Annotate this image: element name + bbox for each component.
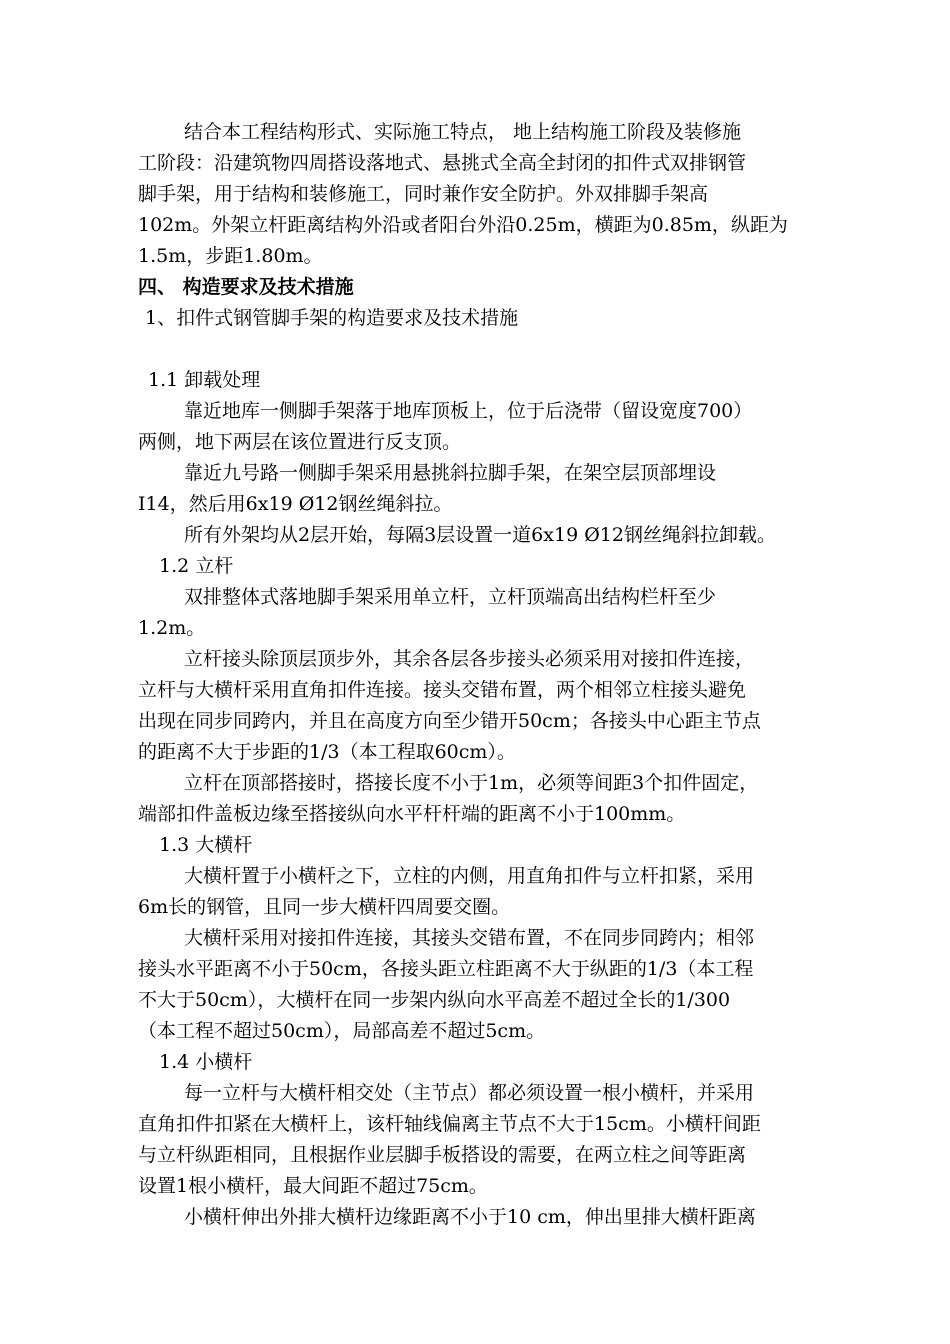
para-line: 1.5m，步距1.80m。 bbox=[138, 245, 323, 267]
para-line: 设置1根小横杆，最大间距不超过75cm。 bbox=[138, 1175, 488, 1197]
para-line: 两侧，地下两层在该位置进行反支顶。 bbox=[138, 431, 462, 453]
para-line: 直角扣件扣紧在大横杆上，该杆轴线偏离主节点不大于15cm。小横杆间距 bbox=[138, 1113, 761, 1135]
para-line: 立杆接头除顶层顶步外，其余各层各步接头必须采用对接扣件连接， bbox=[184, 648, 755, 670]
subsection-heading: 1.4 小横杆 bbox=[159, 1051, 253, 1073]
para-line: I14，然后用6x19 Ø12钢丝绳斜拉。 bbox=[138, 493, 453, 515]
subsection-heading: 1、扣件式钢管脚手架的构造要求及技术措施 bbox=[145, 307, 519, 329]
para-line: 每一立杆与大横杆相交处（主节点）都必须设置一根小横杆，并采用 bbox=[184, 1082, 755, 1104]
para-line: 立杆在顶部搭接时，搭接长度不小于1m，必须等间距3个扣件固定， bbox=[184, 772, 759, 794]
para-line: 靠近九号路一侧脚手架采用悬挑斜拉脚手架，在架空层顶部埋设 bbox=[184, 462, 717, 484]
para-line: 大横杆置于小横杆之下，立柱的内侧，用直角扣件与立杆扣紧，采用 bbox=[184, 865, 755, 887]
subsection-heading: 1.2 立杆 bbox=[159, 555, 234, 577]
section-heading: 四、 构造要求及技术措施 bbox=[138, 276, 354, 298]
para-line: 不大于50cm），大横杆在同一步架内纵向水平高差不超过全长的1/300 bbox=[138, 989, 731, 1011]
para-line: 6m长的钢管，且同一步大横杆四周要交圈。 bbox=[138, 896, 511, 918]
para-line: 出现在同步同跨内，并且在高度方向至少错开50cm；各接头中心距主节点 bbox=[138, 710, 761, 732]
para-line: 立杆与大横杆采用直角扣件连接。接头交错布置，两个相邻立柱接头避免 bbox=[138, 679, 747, 701]
subsection-heading: 1.1 卸载处理 bbox=[148, 369, 261, 391]
para-line: 102m。外架立杆距离结构外沿或者阳台外沿0.25m，横距为0.85m，纵距为 bbox=[138, 214, 788, 236]
para-line: 工阶段：沿建筑物四周搭设落地式、悬挑式全高全封闭的扣件式双排钢管 bbox=[138, 152, 747, 174]
para-line: 双排整体式落地脚手架采用单立杆，立杆顶端高出结构栏杆至少 bbox=[184, 586, 717, 608]
para-line: 小横杆伸出外排大横杆边缘距离不小于10 cm，伸出里排大横杆距离 bbox=[184, 1206, 756, 1228]
para-line: 靠近地库一侧脚手架落于地库顶板上，位于后浇带（留设宽度700） bbox=[184, 400, 753, 422]
para-line: 结合本工程结构形式、实际施工特点， 地上结构施工阶段及装修施 bbox=[184, 121, 742, 143]
para-line: 所有外架均从2层开始，每隔3层设置一道6x19 Ø12钢丝绳斜拉卸载。 bbox=[184, 524, 776, 546]
para-line: 与立杆纵距相同，且根据作业层脚手板搭设的需要，在两立柱之间等距离 bbox=[138, 1144, 747, 1166]
subsection-heading: 1.3 大横杆 bbox=[159, 834, 253, 856]
para-line: 接头水平距离不小于50cm，各接头距立柱距离不大于纵距的1/3（本工程 bbox=[138, 958, 754, 980]
para-line: 大横杆采用对接扣件连接，其接头交错布置，不在同步同跨内；相邻 bbox=[184, 927, 755, 949]
para-line: 脚手架，用于结构和装修施工，同时兼作安全防护。外双排脚手架高 bbox=[138, 183, 709, 205]
para-line: 1.2m。 bbox=[138, 617, 206, 639]
para-line: 的距离不大于步距的1/3（本工程取60cm）。 bbox=[138, 741, 516, 763]
para-line: （本工程不超过50cm），局部高差不超过5cm。 bbox=[138, 1020, 546, 1042]
para-line: 端部扣件盖板边缘至搭接纵向水平杆杆端的距离不小于100mm。 bbox=[138, 803, 686, 825]
